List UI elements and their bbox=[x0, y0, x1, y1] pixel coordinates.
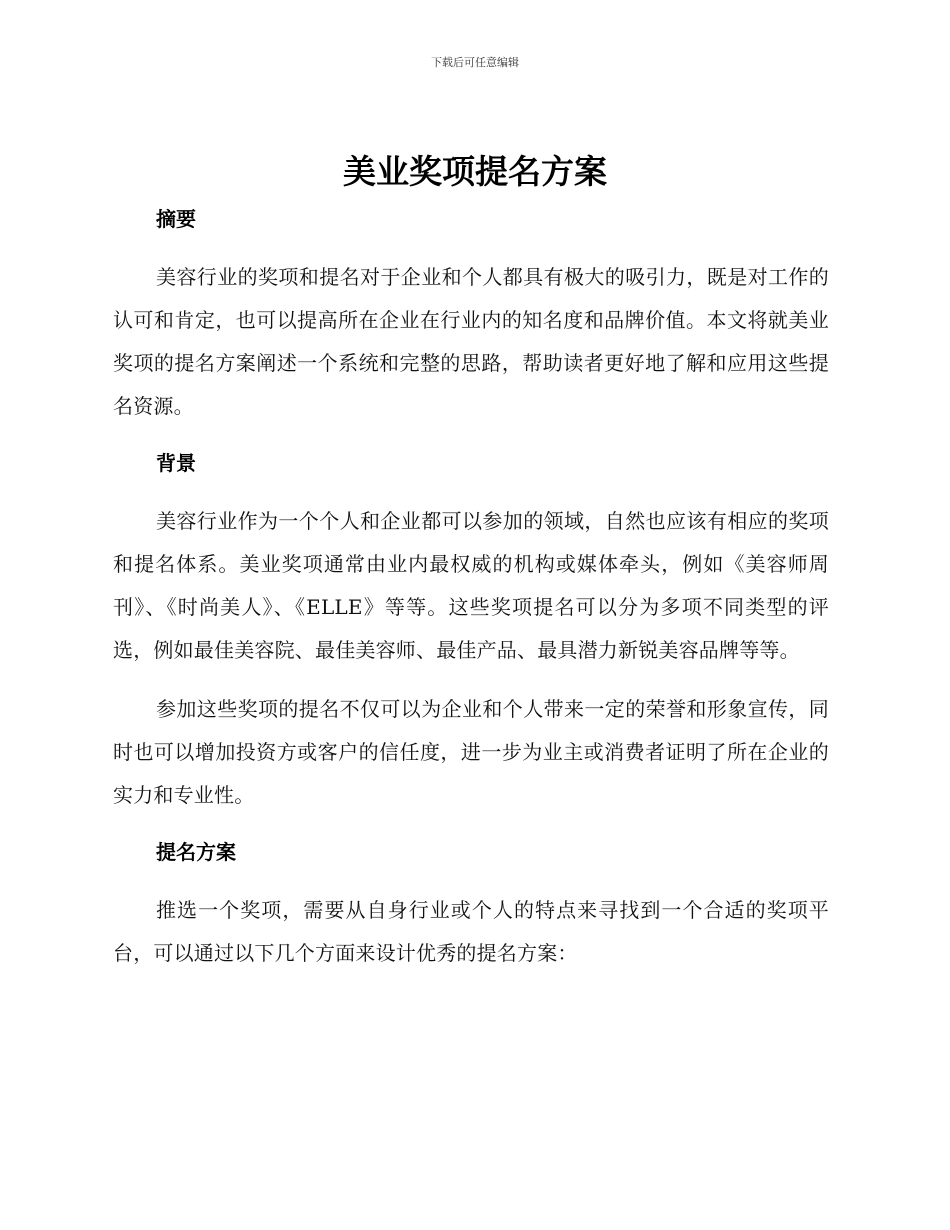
page-title: 美业奖项提名方案 bbox=[343, 152, 607, 191]
document-body bbox=[113, 200, 829, 991]
header-note: 下载后可任意编辑 bbox=[431, 56, 519, 69]
paragraph-background-1: 美容行业作为一个个人和企业都可以参加的领域，自然也应该有相应的奖项和提名体系。美业奖项通常由业内最权威的机构或媒体牵头，例如《美容师周刊》、《时尚美人》、《ELLE》等等。这些奖项提名可以分为多项不同类型的评选，例如最佳美容院、最佳美容师、最佳产品、最具潜力新锐美容品牌等等。 bbox=[113, 509, 829, 662]
paragraph-background-2: 参加这些奖项的提名不仅可以为企业和个人带来一定的荣誉和形象宣传，同时也可以增加投资方或客户的信任度，进一步为业主或消费者证明了所在企业的实力和专业性。 bbox=[113, 697, 829, 807]
paragraph-abstract: 美容行业的奖项和提名对于企业和个人都具有极大的吸引力，既是对工作的认可和肯定，也可以提高所在企业在行业内的知名度和品牌价值。本文将就美业奖项的提名方案阐述一个系统和完整的思路，帮助读者更好地了解和应用这些提名资源。 bbox=[113, 265, 829, 418]
section-heading-nomination-plan: 提名方案 bbox=[156, 840, 236, 864]
section-heading-abstract: 摘要 bbox=[156, 207, 196, 231]
paragraph-nomination-plan: 推选一个奖项，需要从自身行业或个人的特点来寻找到一个合适的奖项平台，可以通过以下几个方面来设计优秀的提名方案： bbox=[113, 898, 829, 965]
section-heading-background: 背景 bbox=[156, 451, 196, 475]
